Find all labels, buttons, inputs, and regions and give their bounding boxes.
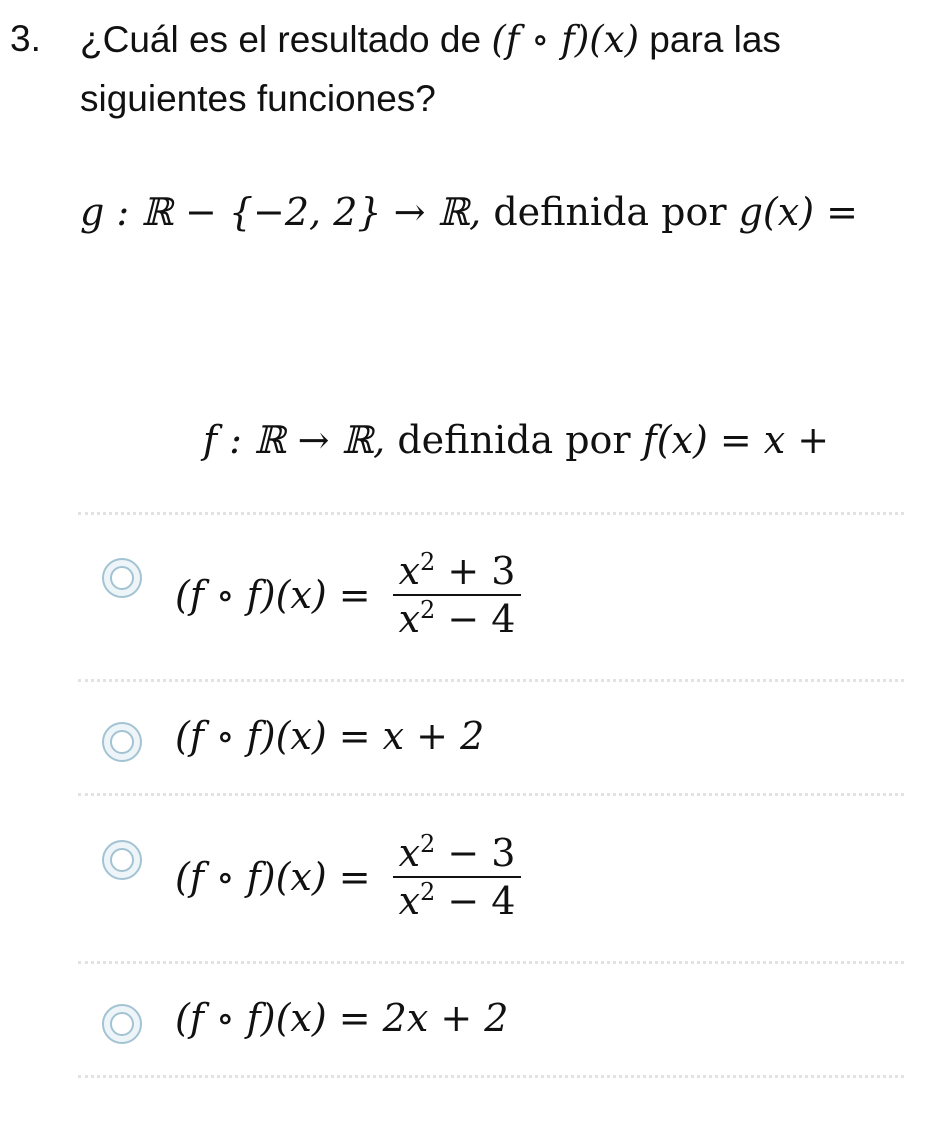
radio-button-option-2[interactable] — [102, 722, 142, 762]
definition-f-domain: f : ℝ → ℝ, — [203, 418, 386, 462]
divider — [78, 793, 904, 796]
definition-f-expr: f(x) = x + — [642, 418, 830, 462]
option-1-fraction — [393, 548, 522, 642]
option-3-den-rest: − 4 — [435, 879, 516, 923]
option-1-num-rest: + 3 — [435, 549, 516, 593]
option-1-numerator — [393, 548, 522, 594]
question-composition-expr: (f ∘ f)(x) — [491, 18, 640, 61]
question-header — [0, 0, 930, 140]
answer-option-1[interactable] — [78, 530, 904, 680]
divider — [78, 679, 904, 682]
definition-g-text: definida por — [481, 190, 739, 234]
option-3-den-exp: 2 — [420, 878, 436, 906]
option-3-den-base: x — [398, 879, 421, 923]
radio-inner-ring — [110, 566, 134, 590]
definition-f-text: definida por — [385, 418, 643, 462]
option-2-formula — [175, 714, 484, 758]
option-1-den-rest: − 4 — [435, 597, 516, 641]
option-1-den-base: x — [398, 597, 421, 641]
question-number: 3. — [10, 18, 41, 59]
divider — [78, 1075, 904, 1078]
option-1-num-exp: 2 — [420, 548, 436, 576]
definition-g-expr: g(x) = — [738, 190, 858, 234]
option-1-lhs: (f ∘ f)(x) = — [175, 573, 371, 617]
divider — [78, 512, 904, 515]
option-1-formula — [175, 548, 521, 642]
question-text-post: para las — [639, 19, 781, 60]
option-1-den-exp: 2 — [420, 596, 436, 624]
radio-inner-ring — [110, 730, 134, 754]
question-text-line-1 — [80, 18, 781, 61]
option-3-denominator — [393, 878, 522, 924]
radio-inner-ring — [110, 1012, 134, 1036]
question-text-line-2: siguientes funciones? — [80, 78, 436, 119]
radio-button-option-4[interactable] — [102, 1004, 142, 1044]
option-4-formula — [175, 996, 508, 1040]
divider — [78, 961, 904, 964]
question-text-pre: ¿Cuál es el resultado de — [80, 19, 492, 60]
answer-option-4[interactable] — [78, 982, 904, 1072]
radio-button-option-3[interactable] — [102, 840, 142, 880]
option-1-denominator — [393, 596, 522, 642]
option-3-fraction — [393, 830, 522, 924]
option-3-num-base: x — [398, 831, 421, 875]
option-4-lhs: (f ∘ f)(x) = 2x + 2 — [175, 996, 509, 1040]
option-2-lhs: (f ∘ f)(x) = x + 2 — [175, 714, 485, 758]
option-3-num-rest: − 3 — [435, 831, 516, 875]
answer-option-3[interactable] — [78, 812, 904, 962]
definition-f — [203, 418, 829, 462]
definition-g-domain: g : ℝ − {−2, 2} → ℝ, — [80, 190, 482, 234]
option-3-num-exp: 2 — [420, 830, 436, 858]
answer-option-2[interactable] — [78, 700, 904, 790]
definition-g — [80, 190, 858, 234]
option-1-num-base: x — [398, 549, 421, 593]
option-3-numerator — [393, 830, 522, 876]
option-3-formula — [175, 830, 521, 924]
option-3-lhs: (f ∘ f)(x) = — [175, 855, 371, 899]
radio-button-option-1[interactable] — [102, 558, 142, 598]
radio-inner-ring — [110, 848, 134, 872]
